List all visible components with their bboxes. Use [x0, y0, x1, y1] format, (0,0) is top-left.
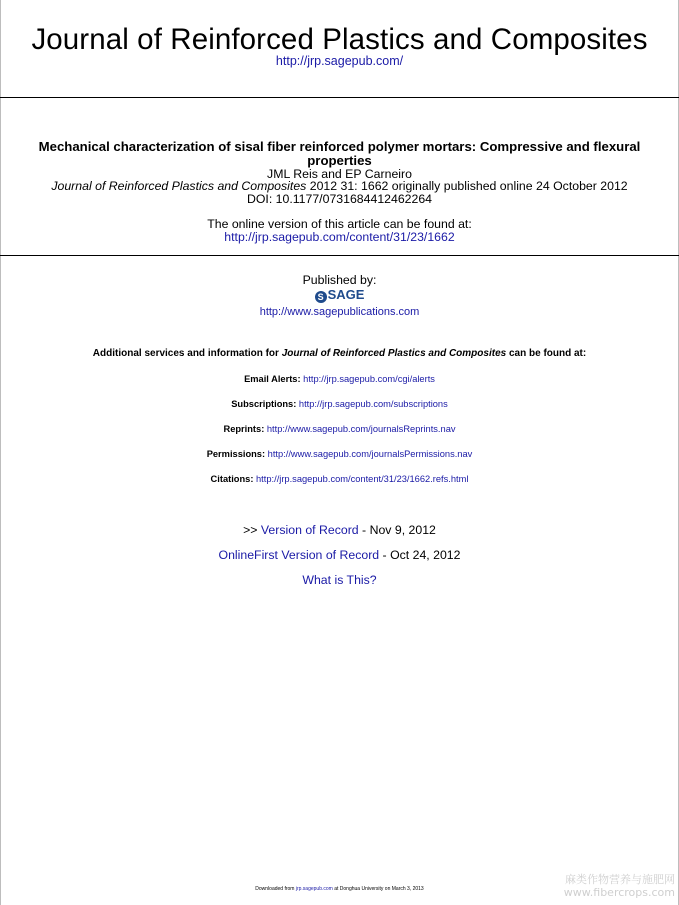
onlinefirst-version-row [0, 548, 679, 562]
service-reprints [0, 424, 679, 434]
service-subscriptions-link[interactable]: http://jrp.sagepub.com/subscriptions [298, 399, 448, 409]
watermark-line-2: www.fibercrops.com [563, 886, 675, 899]
service-permissions [0, 449, 679, 459]
header-divider [0, 97, 679, 98]
online-version-link[interactable]: http://jrp.sagepub.com/content/31/23/1662 [224, 230, 455, 244]
article-title: Mechanical characterization of sisal fiber reinforced polymer mortars: Compressive and flexural properties [38, 139, 641, 168]
watermark-line-1: 麻类作物营养与施肥网 [565, 873, 675, 886]
online-version-text: The online version of this article can be found at: [207, 217, 472, 231]
version-of-record-row: >> Version of Record - Nov 9, 2012 [243, 523, 436, 537]
service-label: Email Alerts: [244, 374, 301, 384]
service-label: Permissions: [206, 449, 266, 459]
version-of-record-date: - Nov 9, 2012 [358, 523, 436, 537]
service-email-alerts-link[interactable]: http://jrp.sagepub.com/cgi/alerts [303, 374, 435, 384]
service-reprints-link[interactable]: http://www.sagepub.com/journalsReprints.nav [266, 424, 456, 434]
service-label: Citations: [210, 474, 254, 484]
watermark [564, 873, 675, 899]
version-of-record-link[interactable]: Version of Record [260, 523, 359, 537]
journal-title: Journal of Reinforced Plastics and Composites [31, 23, 648, 56]
download-footer: Downloaded from jrp.sagepub.com at Donghua University on March 3, 2013 [255, 886, 424, 892]
additional-services-heading: Additional services and information for Journal of Reinforced Plastics and Composites can be found at: [92, 348, 587, 359]
sage-logo-icon: S [315, 291, 327, 303]
service-permissions-link[interactable]: http://www.sagepub.com/journalsPermissions.nav [267, 449, 473, 459]
service-citations-link[interactable]: http://jrp.sagepub.com/content/31/23/1662.refs.html [256, 474, 469, 484]
onlinefirst-version-date: - Oct 24, 2012 [379, 548, 461, 562]
service-email-alerts [0, 374, 679, 384]
service-label: Subscriptions: [231, 399, 297, 409]
service-label: Reprints: [223, 424, 265, 434]
citation-journal: Journal of Reinforced Plastics and Composites [51, 179, 307, 193]
sage-logo[interactable] [0, 287, 679, 303]
article-divider [0, 255, 679, 256]
what-is-this-link[interactable]: What is This? [302, 573, 377, 587]
journal-url-link[interactable]: http://jrp.sagepub.com/ [275, 54, 404, 68]
service-subscriptions [0, 399, 679, 409]
sage-logo-text: SAGE [327, 287, 365, 302]
article-doi: DOI: 10.1177/0731684412462264 [246, 192, 433, 206]
citation-details: 2012 31: 1662 originally published online 24 October 2012 [306, 179, 628, 193]
publisher-url-link[interactable]: http://www.sagepublications.com [259, 306, 420, 318]
article-authors: JML Reis and EP Carneiro [267, 167, 412, 181]
onlinefirst-version-link[interactable]: OnlineFirst Version of Record [218, 548, 380, 562]
footer-site-link[interactable]: jrp.sagepub.com [295, 886, 333, 892]
services-journal-name: Journal of Reinforced Plastics and Composites [281, 348, 507, 359]
service-citations [0, 474, 679, 484]
published-by-label: Published by: [302, 273, 377, 287]
